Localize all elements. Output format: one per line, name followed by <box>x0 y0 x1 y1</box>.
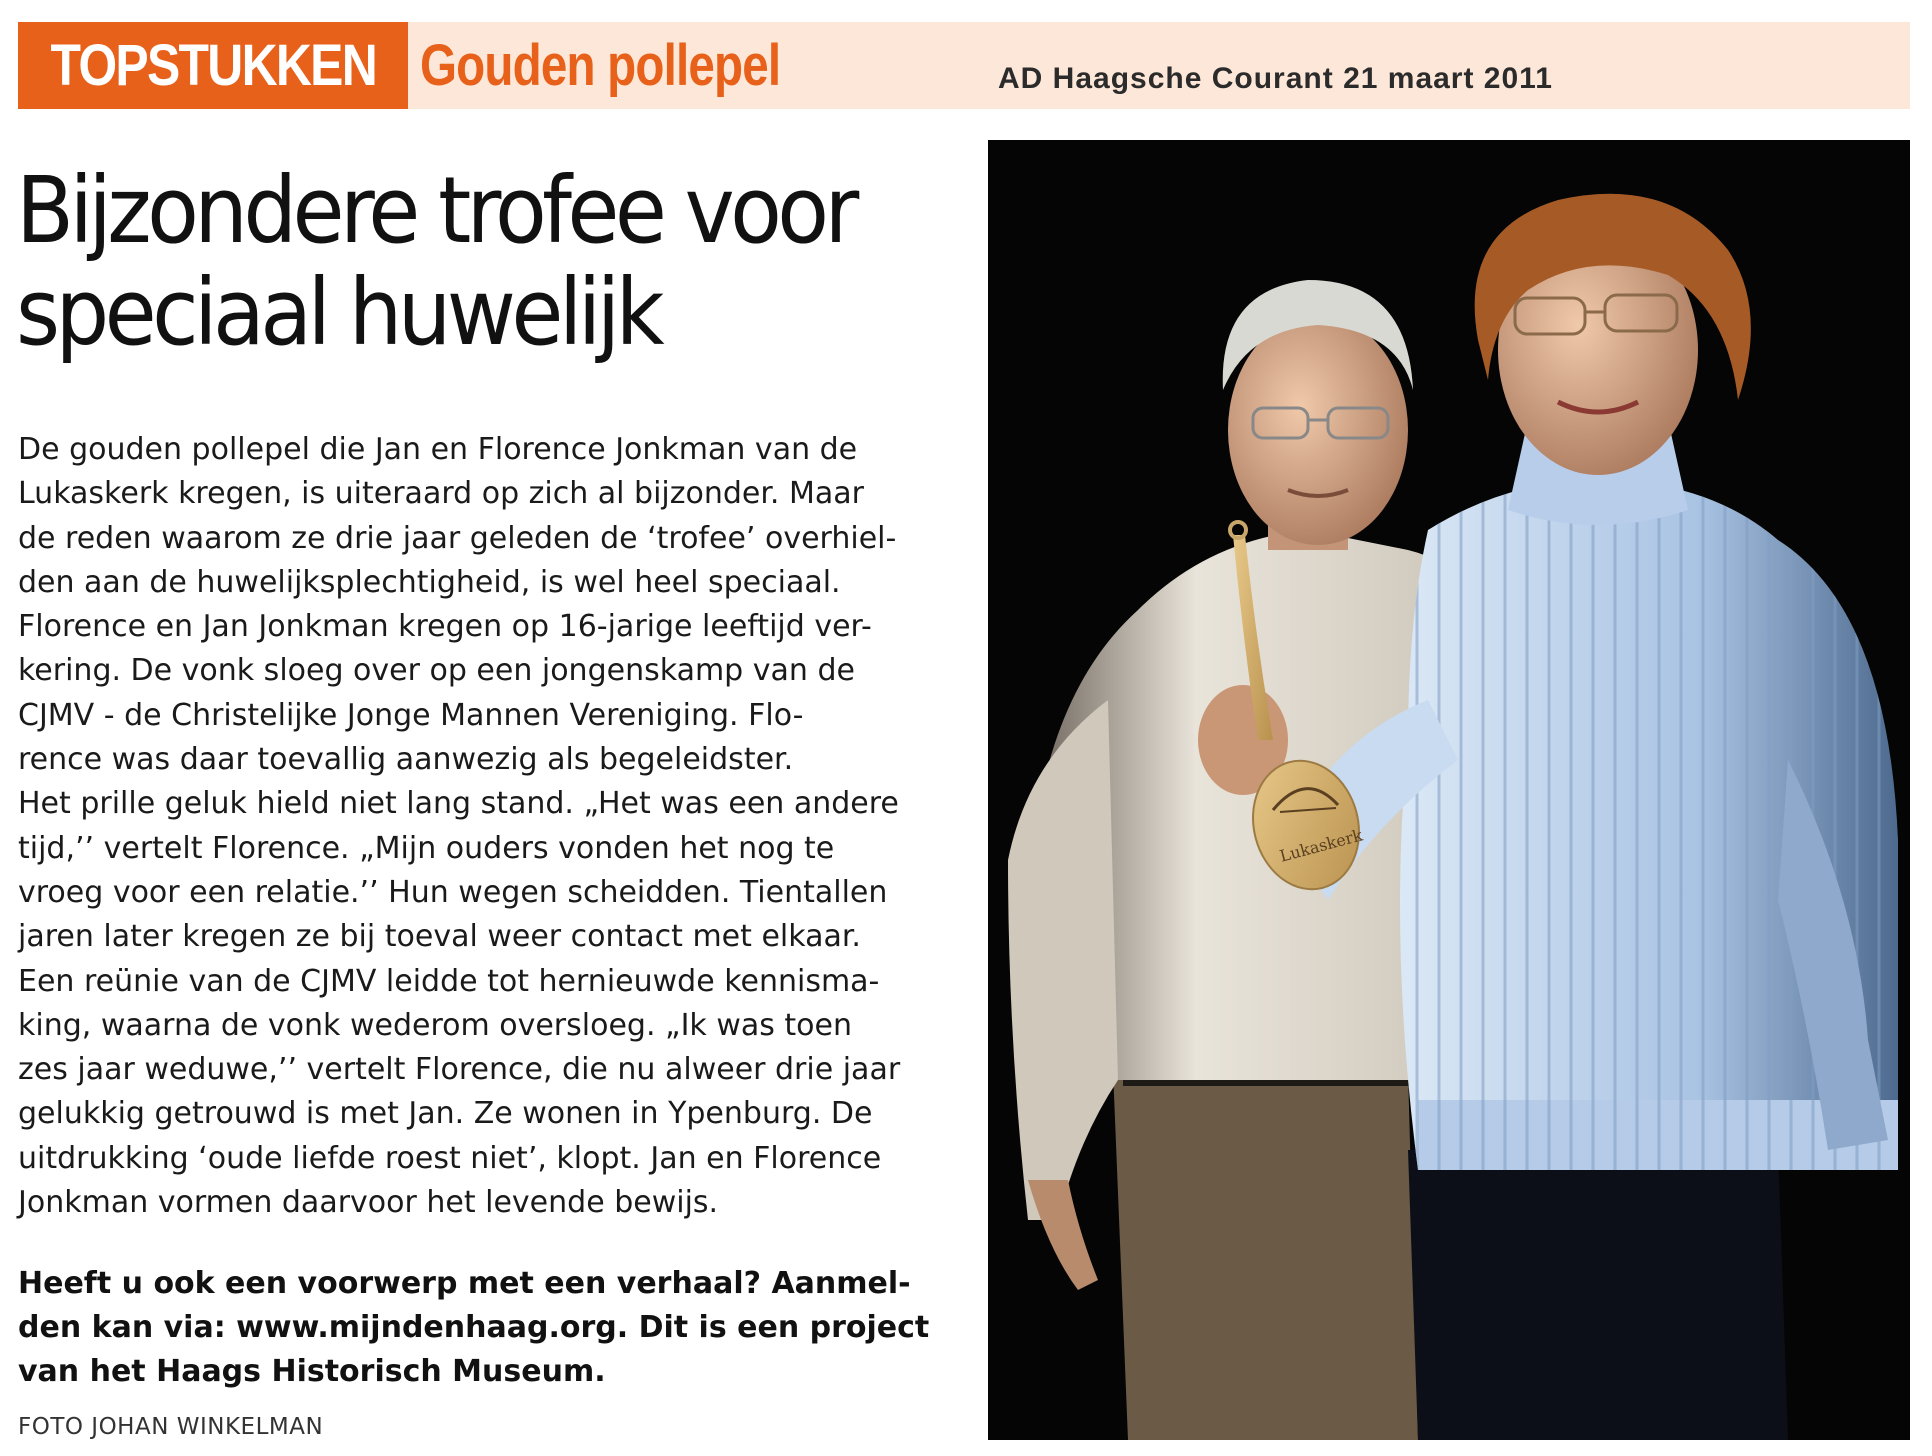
body-line: kering. De vonk sloeg over op een jongenskamp van de <box>18 653 855 689</box>
section-subject: Gouden pollepel <box>420 33 781 98</box>
couple-with-spoon-illustration <box>988 140 1910 1440</box>
call-to-action <box>18 1262 948 1394</box>
body-line: De gouden pollepel die Jan en Florence Jonkman van de <box>18 432 858 467</box>
body-line: de reden waarom ze drie jaar geleden de ‘trofee’ overhiel- <box>18 520 897 556</box>
body-line: rence was daar toevallig aanwezig als begeleidster. <box>18 742 794 778</box>
publication-source: AD Haagsche Courant 21 maart 2011 <box>998 62 1553 95</box>
body-line: CJMV - de Christelijke Jonge Mannen Vereniging. Flo- <box>18 697 804 733</box>
body-line: uitdrukking ‘oude liefde roest niet’, klopt. Jan en Florence <box>18 1140 882 1176</box>
spoon-inscription: Lukaskerk <box>1277 825 1365 866</box>
body-line: den aan de huwelijksplechtigheid, is wel heel speciaal. <box>18 564 841 600</box>
body-line: jaren later kregen ze bij toeval weer contact met elkaar. <box>18 919 861 955</box>
section-kicker: TOPSTUKKEN <box>18 22 408 109</box>
headline-line: Bijzondere trofee voor <box>16 157 855 264</box>
body-line: Jonkman vormen daarvoor het levende bewijs. <box>18 1185 719 1221</box>
article-photo <box>988 140 1910 1440</box>
body-line: gelukkig getrouwd is met Jan. Ze wonen in Ypenburg. De <box>18 1096 873 1132</box>
man-trousers <box>1113 1070 1418 1440</box>
cta-line: Heeft u ook een voorwerp met een verhaal? Aanmel- <box>18 1266 911 1301</box>
man-face <box>1228 315 1408 545</box>
body-line: Het prille geluk hield niet lang stand. „Het was een andere <box>18 786 899 822</box>
body-line: tijd,’’ vertelt Florence. „Mijn ouders vonden het nog te <box>18 830 835 866</box>
body-line: Lukaskerk kregen, is uiteraard op zich al bijzonder. Maar <box>18 476 864 512</box>
article-body <box>18 428 948 1225</box>
cta-line: den kan via: www.mijndenhaag.org. Dit is een project <box>18 1310 930 1345</box>
body-line: Een reünie van de CJMV leidde tot hernieuwde kennisma- <box>18 963 880 999</box>
woman-trousers <box>1408 1150 1788 1440</box>
article-headline <box>16 157 976 366</box>
body-line: vroeg voor een relatie.’’ Hun wegen scheidden. Tientallen <box>18 874 888 910</box>
body-line: zes jaar weduwe,’’ vertelt Florence, die nu alweer drie jaar <box>18 1052 901 1088</box>
headline-line: speciaal huwelijk <box>16 259 661 366</box>
photo-credit: FOTO JOHAN WINKELMAN <box>18 1414 324 1440</box>
body-line: Florence en Jan Jonkman kregen op 16-jarige leeftijd ver- <box>18 609 872 645</box>
cta-line: van het Haags Historisch Museum. <box>18 1354 606 1389</box>
body-line: king, waarna de vonk wederom oversloeg. „Ik was toen <box>18 1007 852 1043</box>
